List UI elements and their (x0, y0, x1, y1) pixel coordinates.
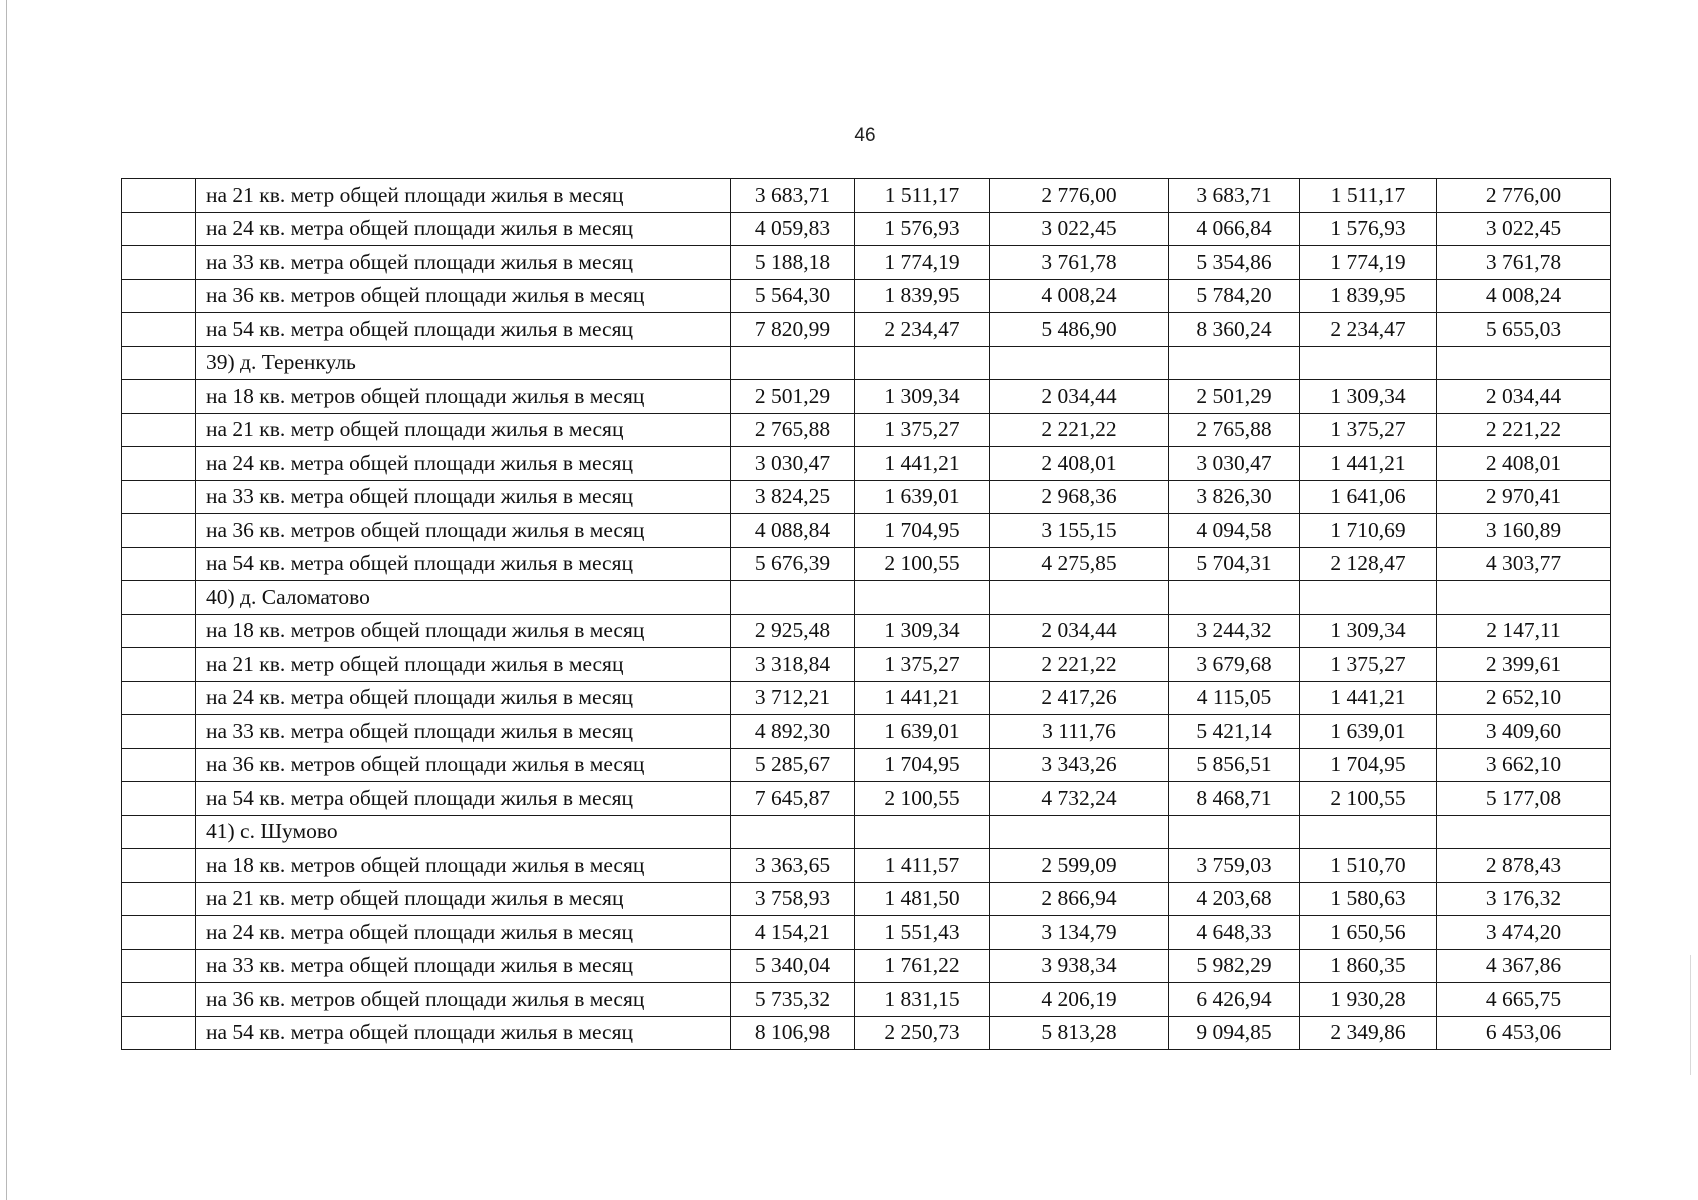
value-cell: 5 486,90 (990, 313, 1169, 347)
value-cell: 8 360,24 (1169, 313, 1300, 347)
value-cell: 2 408,01 (990, 447, 1169, 481)
value-cell: 5 735,32 (731, 983, 855, 1017)
table-row (122, 614, 1611, 648)
value-cell: 1 639,01 (1300, 715, 1437, 749)
value-cell: 3 318,84 (731, 648, 855, 682)
value-cell: 1 511,17 (1300, 179, 1437, 213)
value-cell: 5 564,30 (731, 279, 855, 313)
table-row (122, 1016, 1611, 1050)
value-cell: 4 206,19 (990, 983, 1169, 1017)
table-row (122, 480, 1611, 514)
value-cell: 4 154,21 (731, 916, 855, 950)
value-cell (1169, 346, 1300, 380)
page-number: 46 (854, 125, 876, 146)
value-cell: 3 343,26 (990, 748, 1169, 782)
value-cell: 2 128,47 (1300, 547, 1437, 581)
value-cell: 1 309,34 (855, 380, 990, 414)
value-cell: 4 115,05 (1169, 681, 1300, 715)
value-cell: 3 363,65 (731, 849, 855, 883)
value-cell: 8 106,98 (731, 1016, 855, 1050)
value-cell (731, 346, 855, 380)
row-number-cell (122, 480, 196, 514)
value-cell (1300, 581, 1437, 615)
value-cell: 3 176,32 (1437, 882, 1611, 916)
row-number-cell (122, 748, 196, 782)
value-cell (1169, 815, 1300, 849)
value-cell: 3 111,76 (990, 715, 1169, 749)
row-number-cell (122, 246, 196, 280)
value-cell: 5 421,14 (1169, 715, 1300, 749)
value-cell (731, 581, 855, 615)
row-label-cell: на 36 кв. метров общей площади жилья в месяц (196, 279, 731, 313)
value-cell (1169, 581, 1300, 615)
value-cell: 7 645,87 (731, 782, 855, 816)
value-cell: 1 510,70 (1300, 849, 1437, 883)
value-cell: 1 839,95 (855, 279, 990, 313)
row-number-cell (122, 983, 196, 1017)
row-label-cell: на 36 кв. метров общей площади жилья в месяц (196, 514, 731, 548)
value-cell: 1 704,95 (855, 748, 990, 782)
row-number-cell (122, 614, 196, 648)
value-cell: 2 765,88 (731, 413, 855, 447)
value-cell: 2 221,22 (990, 413, 1169, 447)
row-number-cell (122, 782, 196, 816)
value-cell: 2 221,22 (990, 648, 1169, 682)
value-cell: 2 034,44 (990, 614, 1169, 648)
value-cell: 3 826,30 (1169, 480, 1300, 514)
value-cell: 2 100,55 (855, 547, 990, 581)
value-cell (855, 346, 990, 380)
value-cell: 5 655,03 (1437, 313, 1611, 347)
value-cell: 3 409,60 (1437, 715, 1611, 749)
value-cell: 2 765,88 (1169, 413, 1300, 447)
value-cell: 3 244,32 (1169, 614, 1300, 648)
table-row (122, 882, 1611, 916)
value-cell: 3 759,03 (1169, 849, 1300, 883)
row-label-cell: на 18 кв. метров общей площади жилья в месяц (196, 380, 731, 414)
value-cell: 3 683,71 (1169, 179, 1300, 213)
row-label-cell: на 54 кв. метра общей площади жилья в месяц (196, 313, 731, 347)
value-cell: 1 576,93 (855, 212, 990, 246)
row-label-cell: на 36 кв. метров общей площади жилья в месяц (196, 748, 731, 782)
row-label-cell: на 21 кв. метр общей площади жилья в месяц (196, 179, 731, 213)
value-cell (731, 815, 855, 849)
value-cell: 9 094,85 (1169, 1016, 1300, 1050)
table-row (122, 916, 1611, 950)
value-cell: 5 188,18 (731, 246, 855, 280)
value-cell: 1 761,22 (855, 949, 990, 983)
table-row (122, 949, 1611, 983)
scan-left-edge (6, 0, 7, 1200)
row-label-cell: на 33 кв. метра общей площади жилья в месяц (196, 949, 731, 983)
table-row (122, 983, 1611, 1017)
value-cell (855, 815, 990, 849)
value-cell: 3 662,10 (1437, 748, 1611, 782)
value-cell: 2 234,47 (1300, 313, 1437, 347)
value-cell: 4 732,24 (990, 782, 1169, 816)
table-row (122, 514, 1611, 548)
value-cell: 2 034,44 (990, 380, 1169, 414)
value-cell: 2 776,00 (990, 179, 1169, 213)
value-cell: 4 665,75 (1437, 983, 1611, 1017)
value-cell: 4 008,24 (990, 279, 1169, 313)
value-cell: 6 426,94 (1169, 983, 1300, 1017)
value-cell (990, 815, 1169, 849)
value-cell: 5 813,28 (990, 1016, 1169, 1050)
value-cell: 1 641,06 (1300, 480, 1437, 514)
value-cell: 2 968,36 (990, 480, 1169, 514)
section-row (122, 581, 1611, 615)
value-cell: 1 580,63 (1300, 882, 1437, 916)
value-cell: 1 309,34 (1300, 380, 1437, 414)
value-cell: 4 892,30 (731, 715, 855, 749)
value-cell: 1 576,93 (1300, 212, 1437, 246)
row-label-cell: на 24 кв. метра общей площади жилья в месяц (196, 681, 731, 715)
row-number-cell (122, 279, 196, 313)
row-number-cell (122, 882, 196, 916)
value-cell: 1 704,95 (1300, 748, 1437, 782)
value-cell: 2 250,73 (855, 1016, 990, 1050)
row-number-cell (122, 1016, 196, 1050)
row-label-cell: на 21 кв. метр общей площади жилья в месяц (196, 413, 731, 447)
value-cell: 2 925,48 (731, 614, 855, 648)
row-label-cell: на 33 кв. метра общей площади жилья в месяц (196, 715, 731, 749)
value-cell: 1 511,17 (855, 179, 990, 213)
row-label-cell: на 24 кв. метра общей площади жилья в месяц (196, 447, 731, 481)
value-cell: 1 411,57 (855, 849, 990, 883)
value-cell: 1 639,01 (855, 480, 990, 514)
table-row (122, 849, 1611, 883)
value-cell: 2 349,86 (1300, 1016, 1437, 1050)
value-cell: 2 100,55 (855, 782, 990, 816)
value-cell: 6 453,06 (1437, 1016, 1611, 1050)
value-cell: 3 030,47 (1169, 447, 1300, 481)
value-cell: 2 147,11 (1437, 614, 1611, 648)
tariff-table (121, 178, 1611, 1050)
value-cell: 2 100,55 (1300, 782, 1437, 816)
value-cell: 4 367,86 (1437, 949, 1611, 983)
value-cell: 1 309,34 (855, 614, 990, 648)
row-number-cell (122, 313, 196, 347)
value-cell (1437, 815, 1611, 849)
section-row (122, 815, 1611, 849)
table-row (122, 212, 1611, 246)
value-cell: 4 275,85 (990, 547, 1169, 581)
row-number-cell (122, 413, 196, 447)
value-cell: 3 712,21 (731, 681, 855, 715)
row-number-cell (122, 715, 196, 749)
value-cell (855, 581, 990, 615)
value-cell: 8 468,71 (1169, 782, 1300, 816)
row-label-cell: на 54 кв. метра общей площади жилья в месяц (196, 547, 731, 581)
row-number-cell (122, 179, 196, 213)
value-cell: 1 441,21 (1300, 681, 1437, 715)
value-cell: 3 160,89 (1437, 514, 1611, 548)
value-cell: 2 866,94 (990, 882, 1169, 916)
value-cell: 5 982,29 (1169, 949, 1300, 983)
table-row (122, 447, 1611, 481)
table-row (122, 413, 1611, 447)
row-number-cell (122, 346, 196, 380)
value-cell: 2 417,26 (990, 681, 1169, 715)
value-cell (1300, 346, 1437, 380)
value-cell: 1 481,50 (855, 882, 990, 916)
value-cell: 3 761,78 (990, 246, 1169, 280)
settlement-name-cell: 41) с. Шумово (196, 815, 731, 849)
row-label-cell: на 33 кв. метра общей площади жилья в месяц (196, 246, 731, 280)
row-number-cell (122, 447, 196, 481)
row-label-cell: на 21 кв. метр общей площади жилья в месяц (196, 648, 731, 682)
value-cell: 2 034,44 (1437, 380, 1611, 414)
value-cell: 4 303,77 (1437, 547, 1611, 581)
value-cell (1300, 815, 1437, 849)
table-row (122, 380, 1611, 414)
settlement-name-cell: 39) д. Теренкуль (196, 346, 731, 380)
value-cell: 3 679,68 (1169, 648, 1300, 682)
value-cell: 5 285,67 (731, 748, 855, 782)
table-row (122, 246, 1611, 280)
value-cell: 3 030,47 (731, 447, 855, 481)
table-row (122, 648, 1611, 682)
value-cell: 1 930,28 (1300, 983, 1437, 1017)
value-cell: 4 203,68 (1169, 882, 1300, 916)
value-cell (1437, 346, 1611, 380)
value-cell: 2 221,22 (1437, 413, 1611, 447)
value-cell: 5 676,39 (731, 547, 855, 581)
row-number-cell (122, 380, 196, 414)
value-cell: 1 774,19 (855, 246, 990, 280)
table-row (122, 279, 1611, 313)
row-label-cell: на 18 кв. метров общей площади жилья в месяц (196, 614, 731, 648)
value-cell: 3 938,34 (990, 949, 1169, 983)
value-cell: 1 839,95 (1300, 279, 1437, 313)
row-number-cell (122, 514, 196, 548)
value-cell: 3 758,93 (731, 882, 855, 916)
value-cell: 3 155,15 (990, 514, 1169, 548)
value-cell: 5 354,86 (1169, 246, 1300, 280)
section-row (122, 346, 1611, 380)
value-cell: 4 648,33 (1169, 916, 1300, 950)
value-cell: 2 501,29 (1169, 380, 1300, 414)
value-cell: 1 441,21 (855, 447, 990, 481)
value-cell: 2 878,43 (1437, 849, 1611, 883)
value-cell: 7 820,99 (731, 313, 855, 347)
row-label-cell: на 36 кв. метров общей площади жилья в месяц (196, 983, 731, 1017)
row-label-cell: на 24 кв. метра общей площади жилья в месяц (196, 212, 731, 246)
table-row (122, 313, 1611, 347)
value-cell: 3 474,20 (1437, 916, 1611, 950)
row-label-cell: на 24 кв. метра общей площади жилья в месяц (196, 916, 731, 950)
value-cell: 3 022,45 (990, 212, 1169, 246)
value-cell: 1 375,27 (855, 648, 990, 682)
value-cell: 1 860,35 (1300, 949, 1437, 983)
value-cell: 5 340,04 (731, 949, 855, 983)
table-row (122, 681, 1611, 715)
settlement-name-cell: 40) д. Саломатово (196, 581, 731, 615)
value-cell: 1 551,43 (855, 916, 990, 950)
row-label-cell: на 54 кв. метра общей площади жилья в месяц (196, 1016, 731, 1050)
value-cell: 1 441,21 (1300, 447, 1437, 481)
table-body (122, 179, 1611, 1050)
table-row (122, 748, 1611, 782)
table-row (122, 179, 1611, 213)
table-row (122, 782, 1611, 816)
value-cell: 2 399,61 (1437, 648, 1611, 682)
value-cell (1437, 581, 1611, 615)
value-cell: 1 441,21 (855, 681, 990, 715)
scan-right-mark (1690, 955, 1691, 1075)
row-number-cell (122, 849, 196, 883)
value-cell (990, 581, 1169, 615)
value-cell: 1 774,19 (1300, 246, 1437, 280)
value-cell: 4 066,84 (1169, 212, 1300, 246)
table-row (122, 715, 1611, 749)
value-cell: 3 134,79 (990, 916, 1169, 950)
value-cell: 2 408,01 (1437, 447, 1611, 481)
value-cell: 5 704,31 (1169, 547, 1300, 581)
value-cell: 2 776,00 (1437, 179, 1611, 213)
value-cell: 1 375,27 (855, 413, 990, 447)
row-number-cell (122, 916, 196, 950)
row-number-cell (122, 547, 196, 581)
row-number-cell (122, 815, 196, 849)
value-cell (990, 346, 1169, 380)
value-cell: 3 824,25 (731, 480, 855, 514)
value-cell: 5 784,20 (1169, 279, 1300, 313)
row-number-cell (122, 581, 196, 615)
row-number-cell (122, 648, 196, 682)
value-cell: 2 652,10 (1437, 681, 1611, 715)
value-cell: 4 008,24 (1437, 279, 1611, 313)
value-cell: 2 501,29 (731, 380, 855, 414)
value-cell: 1 831,15 (855, 983, 990, 1017)
value-cell: 1 704,95 (855, 514, 990, 548)
value-cell: 2 970,41 (1437, 480, 1611, 514)
value-cell: 5 177,08 (1437, 782, 1611, 816)
value-cell: 1 375,27 (1300, 648, 1437, 682)
value-cell: 1 650,56 (1300, 916, 1437, 950)
row-label-cell: на 54 кв. метра общей площади жилья в месяц (196, 782, 731, 816)
table-row (122, 547, 1611, 581)
value-cell: 1 639,01 (855, 715, 990, 749)
row-label-cell: на 18 кв. метров общей площади жилья в месяц (196, 849, 731, 883)
row-number-cell (122, 949, 196, 983)
value-cell: 2 234,47 (855, 313, 990, 347)
value-cell: 5 856,51 (1169, 748, 1300, 782)
value-cell: 2 599,09 (990, 849, 1169, 883)
row-label-cell: на 21 кв. метр общей площади жилья в месяц (196, 882, 731, 916)
value-cell: 3 761,78 (1437, 246, 1611, 280)
value-cell: 4 094,58 (1169, 514, 1300, 548)
row-number-cell (122, 681, 196, 715)
value-cell: 4 088,84 (731, 514, 855, 548)
value-cell: 1 710,69 (1300, 514, 1437, 548)
value-cell: 4 059,83 (731, 212, 855, 246)
value-cell: 1 375,27 (1300, 413, 1437, 447)
value-cell: 3 022,45 (1437, 212, 1611, 246)
value-cell: 3 683,71 (731, 179, 855, 213)
row-label-cell: на 33 кв. метра общей площади жилья в месяц (196, 480, 731, 514)
row-number-cell (122, 212, 196, 246)
value-cell: 1 309,34 (1300, 614, 1437, 648)
